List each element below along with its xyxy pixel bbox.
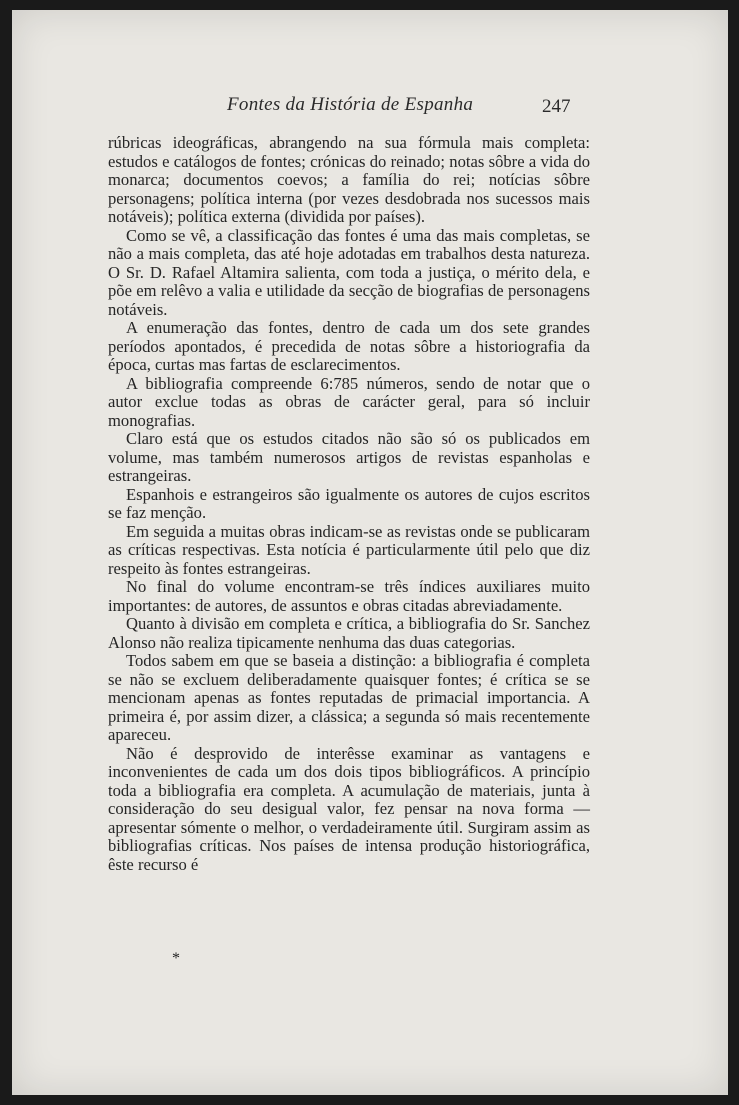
paragraph: Espanhois e estrangeiros são igualmente os autores de cujos escritos se faz menção.	[108, 484, 590, 522]
paragraph: Como se vê, a classificação das fontes é uma das mais completas, se não a mais completa, das até hoje adotadas em trabalhos desta natureza. O Sr. D. Rafael Altamira salienta, com toda a justiça, o mérito dela, e põe em relêvo a valia e utilidade da secção de biografias de personagens notáveis.	[108, 225, 590, 319]
page-header	[12, 88, 728, 118]
body-text	[108, 134, 590, 874]
page-number: 247	[542, 96, 571, 117]
paragraph: A enumeração das fontes, dentro de cada um dos sete grandes períodos apontados, é precedida de notas sôbre a historiografia da época, curtas mas fartas de esclarecimentos.	[108, 318, 590, 374]
paragraph: A bibliografia compreende 6:785 números, sendo de notar que o autor exclue todas as obras de carácter geral, para só incluir monografias.	[108, 373, 590, 430]
footer-mark: *	[172, 950, 180, 967]
book-page	[12, 10, 728, 1095]
paragraph: Não é desprovido de interêsse examinar as vantagens e inconvenientes de cada um dos dois tipos bibliográficos. A princípio toda a bibliografia era completa. A acumulação de materiais, junta à consideração do seu desigual valor, fez pensar na nova forma — apresentar sómente o melhor, o verdadeiramente útil. Surgiram assim as bibliografias críticas. Nos países de intensa produção historiográfica, êste recurso é	[108, 743, 590, 874]
paragraph: No final do volume encontram-se três índices auxiliares muito importantes: de autores, de assuntos e obras citadas abreviadamente.	[108, 577, 590, 615]
paragraph: Todos sabem em que se baseia a distinção: a bibliografia é completa se não se excluem deliberadamente quaisquer fontes; é crítica se se mencionam apenas as fontes reputadas de primacial importancia. A primeira é, por assim dizer, a clássica; a segunda só mais recentemente apareceu.	[108, 651, 590, 744]
paragraph: Quanto à divisão em completa e crítica, a bibliografia do Sr. Sanchez Alonso não realiza tipicamente nenhuma das duas categorias.	[108, 614, 590, 652]
paragraph: Em seguida a muitas obras indicam-se as revistas onde se publicaram as críticas respectivas. Esta notícia é particularmente útil pelo que diz respeito às fontes estrangeiras.	[108, 521, 590, 578]
paragraph: Claro está que os estudos citados não são só os publicados em volume, mas também numerosos artigos de revistas espanholas e estrangeiras.	[108, 429, 590, 485]
paragraph: rúbricas ideográficas, abrangendo na sua fórmula mais completa: estudos e catálogos de fontes; crónicas do reinado; notas sôbre a vida do monarca; documentos coevos; a família do rei; notícias sôbre personagens; política interna (por vezes desdobrada nos sucessos mais notáveis); política externa (dividida por países).	[108, 133, 590, 226]
running-title: Fontes da História de Espanha	[227, 94, 474, 115]
